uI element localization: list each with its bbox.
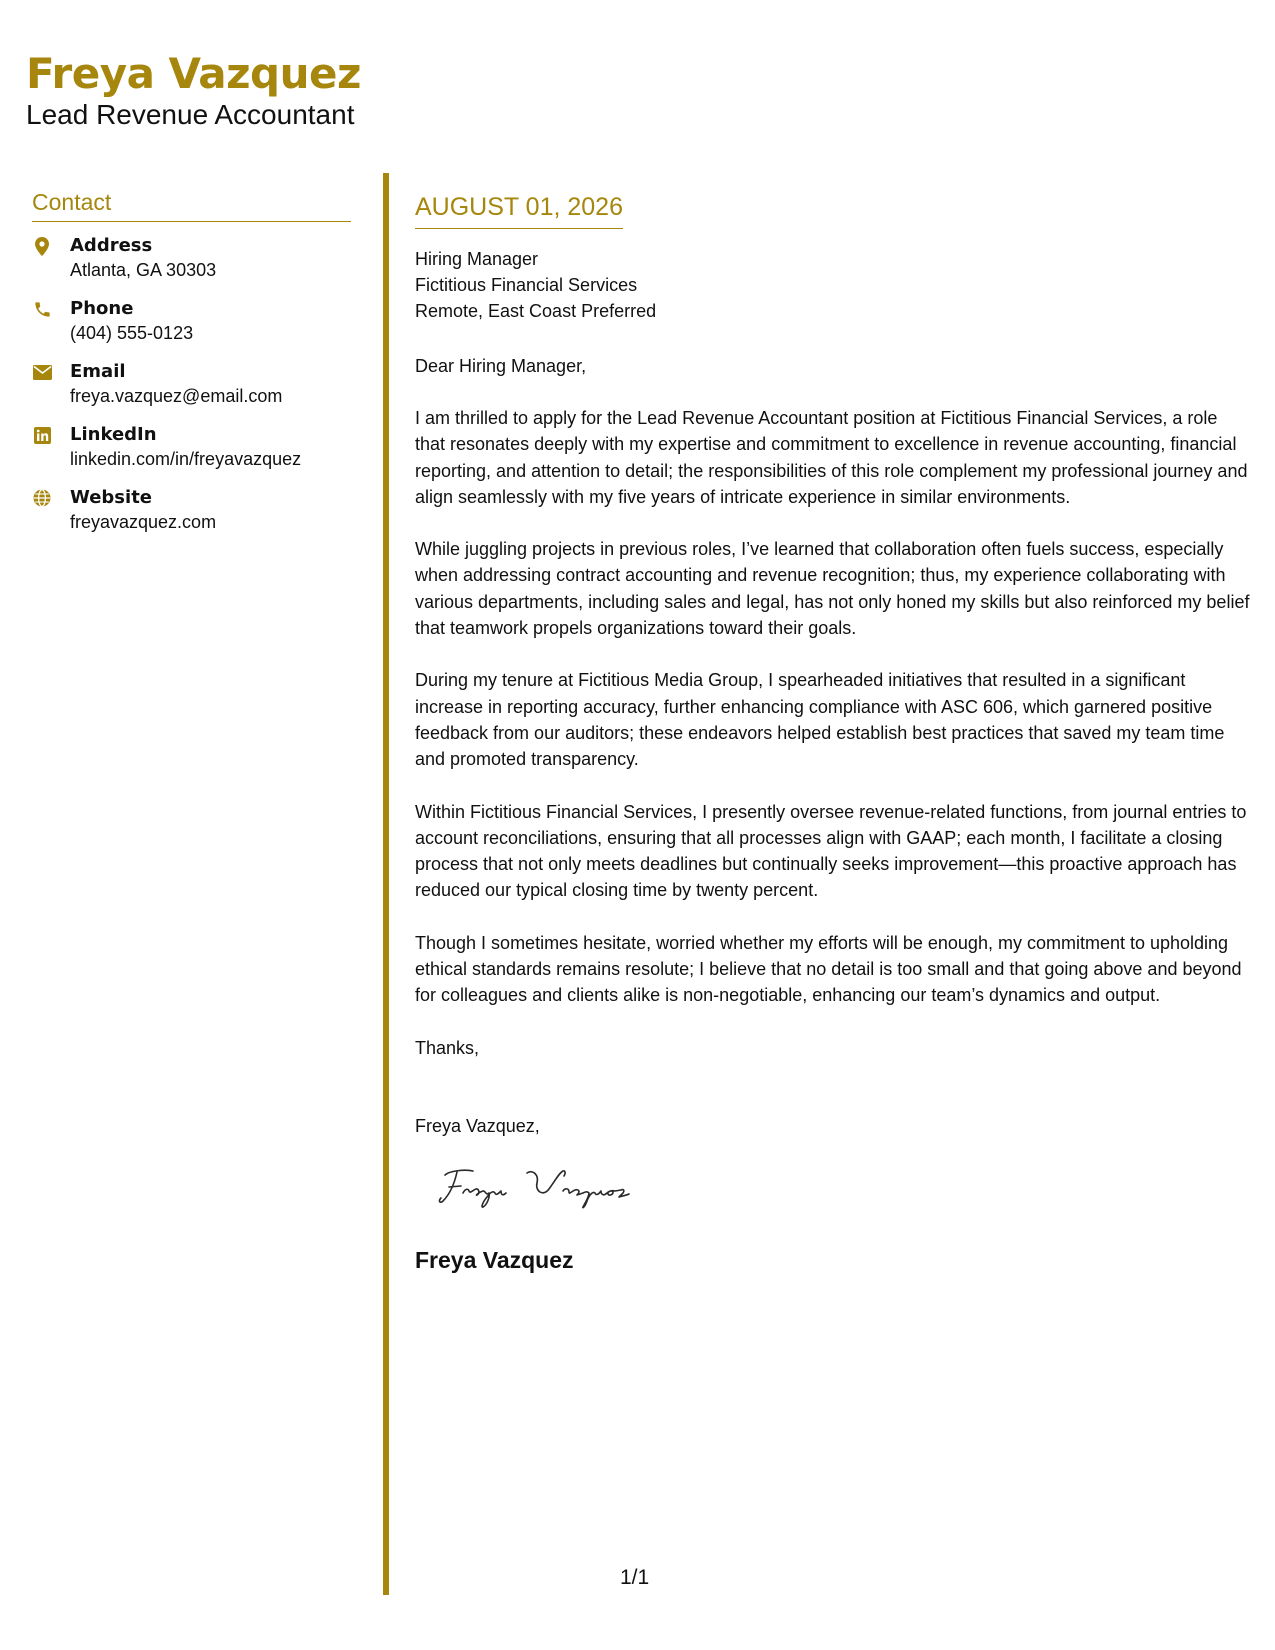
recipient-company: Fictitious Financial Services <box>415 275 638 295</box>
letter-date: AUGUST 01, 2026 <box>415 190 623 229</box>
contact-heading: Contact <box>32 188 351 222</box>
page-number: 1/1 <box>620 1566 650 1589</box>
contact-item-website <box>32 486 351 549</box>
contact-value: freya.vazquez@email.com <box>70 386 283 406</box>
recipient-name: Hiring Manager <box>415 249 539 269</box>
recipient-block <box>415 246 1251 324</box>
letter-body <box>415 190 1251 1274</box>
contact-label: LinkedIn <box>70 424 157 445</box>
letter-closing: Thanks, <box>415 1037 480 1058</box>
contact-sidebar <box>32 188 351 549</box>
envelope-icon <box>32 362 52 382</box>
letter-paragraph: While juggling projects in previous roles, I’ve learned that collaboration often fuels success, especially when addressing contract accounting and revenue recognition; thus, my experience collaborating with various departments, including sales and legal, has not only honed my skills but also reinforced my belief that teamwork propels organizations toward their goals. <box>415 539 1250 639</box>
contact-label: Email <box>70 361 126 382</box>
contact-value: Atlanta, GA 30303 <box>70 260 217 280</box>
linkedin-icon <box>32 425 52 445</box>
signoff-name: Freya Vazquez, <box>415 1115 540 1136</box>
contact-item-phone <box>32 297 351 360</box>
handwritten-signature <box>435 1163 655 1213</box>
map-pin-icon <box>32 236 52 256</box>
contact-value: linkedin.com/in/freyavazquez <box>70 449 302 469</box>
contact-label: Phone <box>70 298 134 319</box>
contact-label: Address <box>70 235 153 256</box>
applicant-job-title: Lead Revenue Accountant <box>26 99 355 130</box>
letter-paragraph: Though I sometimes hesitate, worried whether my efforts will be enough, my commitment to upholding ethical standards remains resolute; I believe that no detail is too small and that going above and beyond for colleagues and clients alike is non-negotiable, enhancing our team’s dynamics and output. <box>415 932 1242 1006</box>
letter-greeting: Dear Hiring Manager, <box>415 356 587 376</box>
contact-item-address <box>32 234 351 297</box>
contact-list <box>32 234 351 549</box>
vertical-divider <box>383 173 389 1595</box>
contact-item-linkedin <box>32 423 351 486</box>
globe-icon <box>32 488 52 508</box>
recipient-location: Remote, East Coast Preferred <box>415 301 657 321</box>
letter-paragraph: I am thrilled to apply for the Lead Revenue Accountant position at Fictitious Financial Services, a role that resonates deeply with my expertise and commitment to excellence in revenue accounting, financial reporting, and attention to detail; the responsibilities of this role complement my professional journey and align seamlessly with my five years of intricate experience in similar environments. <box>415 408 1248 507</box>
applicant-name: Freya Vazquez <box>26 49 361 98</box>
contact-label: Website <box>70 487 153 508</box>
typed-signature-name: Freya Vazquez <box>415 1246 574 1273</box>
letter-paragraph: During my tenure at Fictitious Media Group, I spearheaded initiatives that resulted in a significant increase in reporting accuracy, further enhancing compliance with ASC 606, which garnered positive feedback from our auditors; these endeavors helped establish best practices that saved my team time and promoted transparency. <box>415 670 1225 770</box>
contact-value: (404) 555-0123 <box>70 323 194 343</box>
resume-header <box>26 48 361 132</box>
contact-value: freyavazquez.com <box>70 512 217 532</box>
phone-icon <box>32 299 52 319</box>
contact-item-email <box>32 360 351 423</box>
letter-paragraph: Within Fictitious Financial Services, I presently oversee revenue-related functions, from journal entries to account reconciliations, ensuring that all processes align with GAAP; each month, I facilitate a closing process that not only meets deadlines but continually seeks improvement—this proactive approach has reduced our typical closing time by twenty percent. <box>415 801 1247 901</box>
